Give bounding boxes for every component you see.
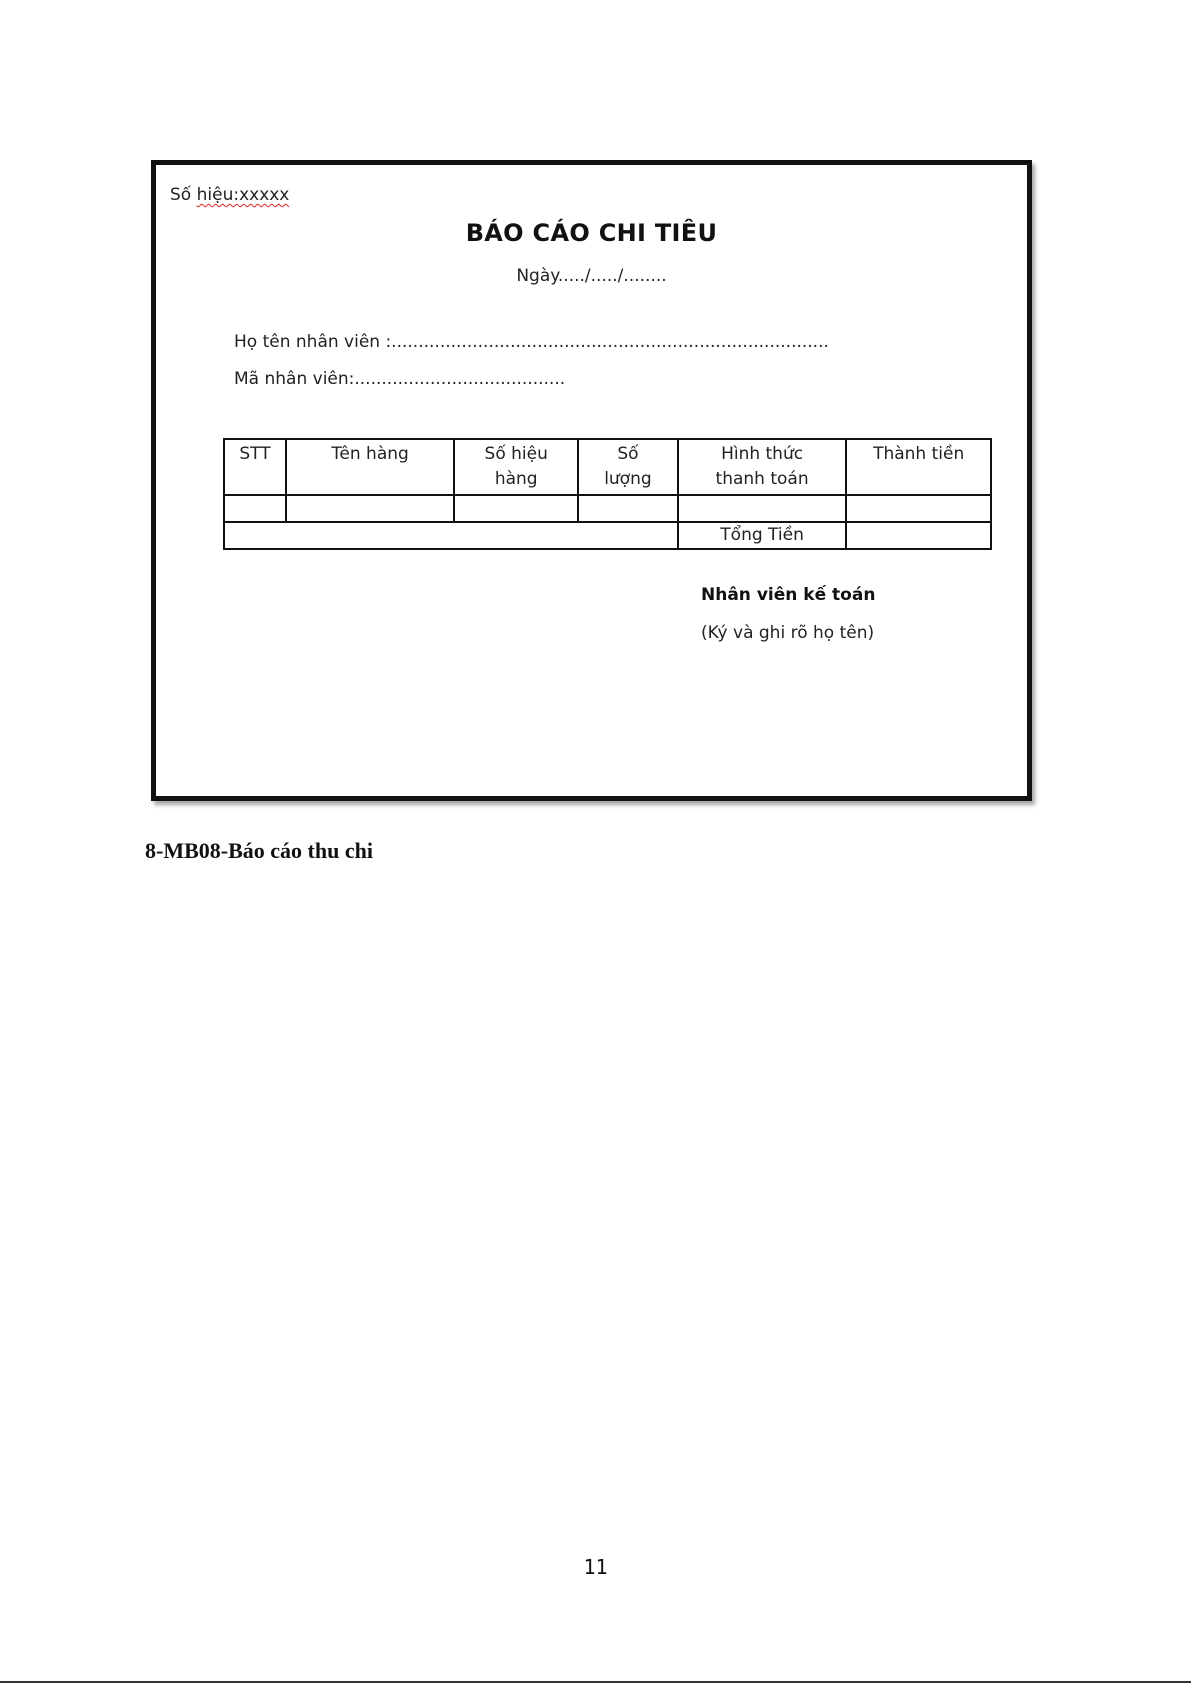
table-cell — [286, 495, 454, 522]
signer-note: (Ký và ghi rõ họ tên) — [701, 623, 875, 643]
employee-code-field: Mã nhân viên:....................................... — [234, 369, 566, 389]
total-value — [846, 522, 991, 549]
expense-report-form-image — [151, 160, 1032, 801]
table-cell — [678, 495, 847, 522]
expense-table — [223, 438, 992, 550]
signer-title: Nhân viên kế toán — [701, 585, 876, 605]
table-cell — [224, 495, 286, 522]
header-item-name: Tên hàng — [286, 439, 454, 495]
total-row — [224, 522, 991, 549]
table-cell — [454, 495, 578, 522]
serial-number-label — [170, 185, 289, 205]
serial-prefix: Số — [170, 185, 197, 205]
header-quantity: Số lượng — [578, 439, 678, 495]
serial-value: hiệu:xxxxx — [196, 185, 290, 205]
employee-name-field: Họ tên nhân viên :................................................................................. — [234, 332, 829, 352]
total-label: Tổng Tiền — [678, 522, 847, 549]
date-line: Ngày...../...../........ — [516, 266, 667, 286]
table-cell — [846, 495, 991, 522]
footer-rule — [0, 1681, 1191, 1683]
total-row-spacer — [224, 522, 678, 549]
form-title: BÁO CÁO CHI TIÊU — [465, 219, 718, 247]
table-row — [224, 495, 991, 522]
page-number: 11 — [583, 1555, 608, 1579]
table-header-row — [224, 439, 991, 495]
table-cell — [578, 495, 678, 522]
header-payment-method: Hình thức thanh toán — [678, 439, 847, 495]
header-stt: STT — [224, 439, 286, 495]
header-item-code: Số hiệu hàng — [454, 439, 578, 495]
header-amount: Thành tiền — [846, 439, 991, 495]
figure-caption: 8-MB08-Báo cáo thu chi — [145, 838, 373, 863]
